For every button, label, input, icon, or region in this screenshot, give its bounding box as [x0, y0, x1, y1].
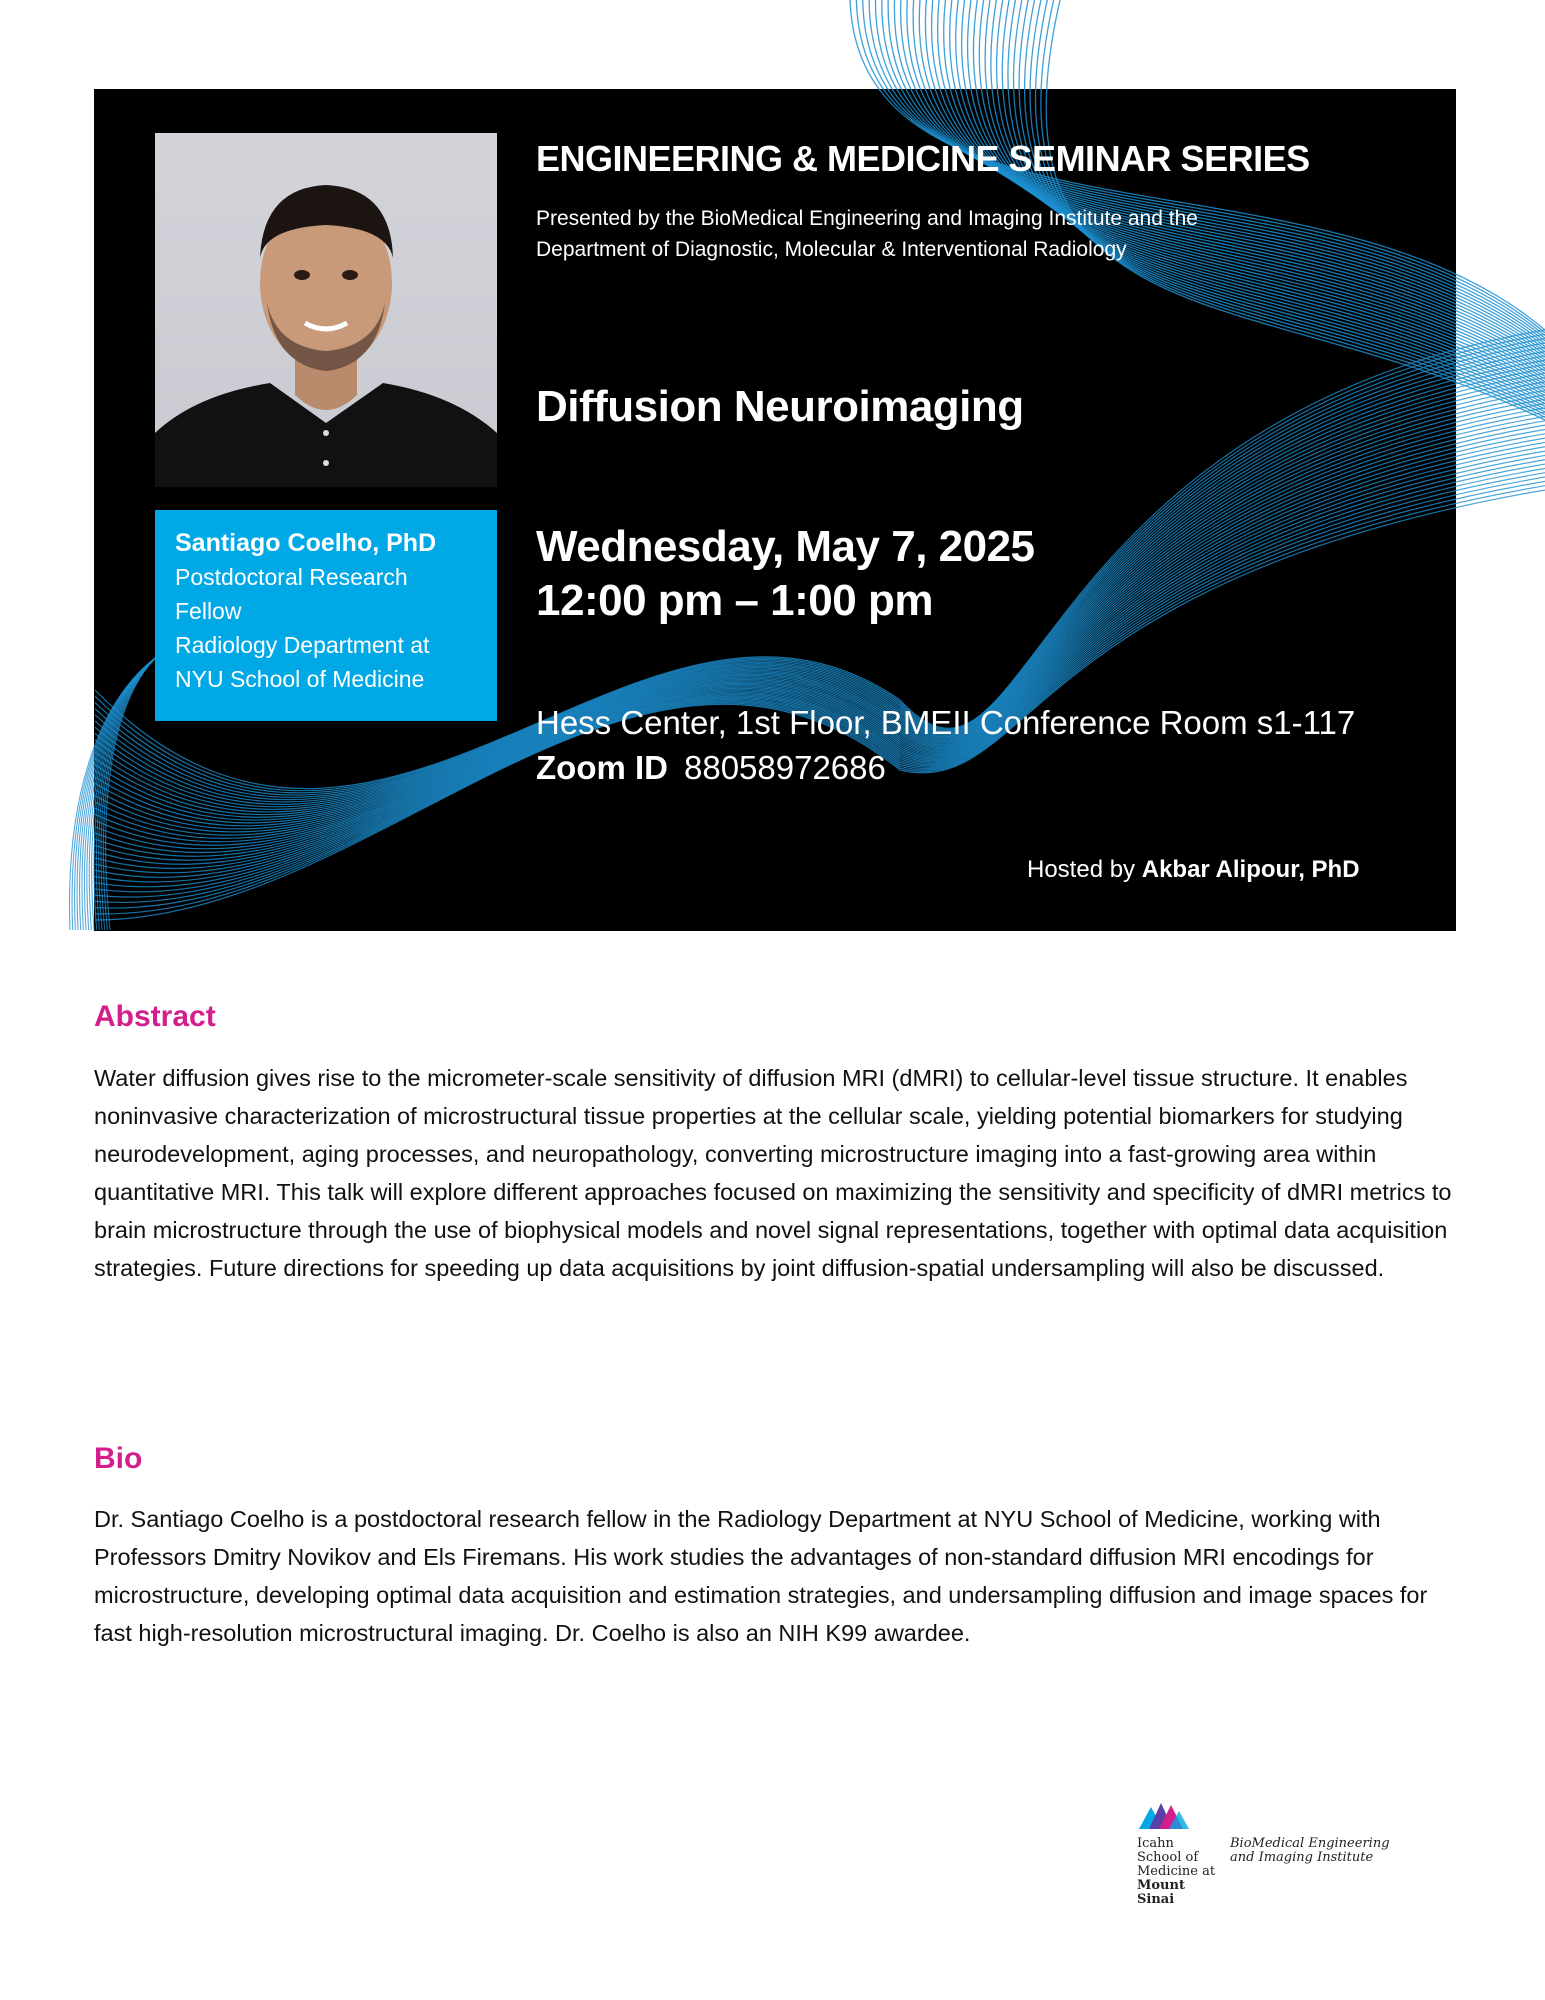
speaker-name: Santiago Coelho, PhD [175, 529, 437, 557]
speaker-title-line: Postdoctoral Research [175, 564, 408, 590]
speaker-title-line: Radiology Department at [175, 632, 430, 658]
zoom-id: 88058972686 [683, 749, 886, 786]
talk-title: Diffusion Neuroimaging [536, 382, 1024, 431]
institute-name: BioMedical Engineering and Imaging Institute [1230, 1836, 1390, 1865]
presented-by [536, 203, 1356, 265]
host-name: Akbar Alipour, PhD [1141, 856, 1360, 883]
hosted-prefix: Hosted by [1027, 856, 1136, 883]
event-location: Hess Center, 1st Floor, BMEII Conference Room s1-117 [536, 704, 1356, 741]
event-datetime [536, 520, 1035, 628]
school-name: Icahn School of Medicine at Mount Sinai [1137, 1836, 1216, 1907]
abstract-heading: Abstract [94, 1000, 216, 1033]
abstract-text: Water diffusion gives rise to the micrometer-scale sensitivity of diffusion MRI (dMRI) to cellular-level tissue structure. It enables noninvasive characterization of microstructural tissue properties at the cellular scale, yielding potential biomarkers for studying neurodevelopment, aging processes, and neuropathology, converting microstructure imaging into a fast-growing area within quantitative MRI. This talk will explore different approaches focused on maximizing the sensitivity and specificity of dMRI metrics to brain microstructure through the use of biophysical models and novel signal representations, together with optimal data acquisition strategies. Future directions for speeding up data acquisitions by joint diffusion-spatial undersampling will also be discussed. [94, 1065, 1452, 1281]
mount-sinai-mark-icon [1137, 1793, 1197, 1833]
speaker-title-line: Fellow [175, 598, 242, 624]
bio-text: Dr. Santiago Coelho is a postdoctoral research fellow in the Radiology Department at NYU School of Medicine, working with Professors Dmitry Novikov and Els Firemans. His work studies the advantages of non-standard diffusion MRI encodings for microstructure, developing optimal data acquisition and estimation strategies, and undersampling diffusion and image spaces for fast high-resolution microstructural imaging. Dr. Coelho is also an NIH K99 awardee. [94, 1506, 1428, 1646]
event-date: Wednesday, May 7, 2025 [536, 522, 1035, 571]
zoom-label: Zoom ID [536, 749, 668, 786]
series-title: ENGINEERING & MEDICINE SEMINAR SERIES [536, 138, 1310, 179]
presented-by-line: Presented by the BioMedical Engineering and Imaging Institute and the [536, 207, 1198, 230]
speaker-info-box [155, 510, 497, 721]
bio-heading: Bio [94, 1442, 143, 1475]
presented-by-line: Department of Diagnostic, Molecular & Interventional Radiology [536, 238, 1127, 261]
speaker-photo [155, 133, 497, 487]
zoom-info [536, 749, 886, 787]
speaker-title-line: NYU School of Medicine [175, 666, 425, 692]
hosted-by [1027, 856, 1360, 884]
event-time: 12:00 pm – 1:00 pm [536, 576, 933, 625]
